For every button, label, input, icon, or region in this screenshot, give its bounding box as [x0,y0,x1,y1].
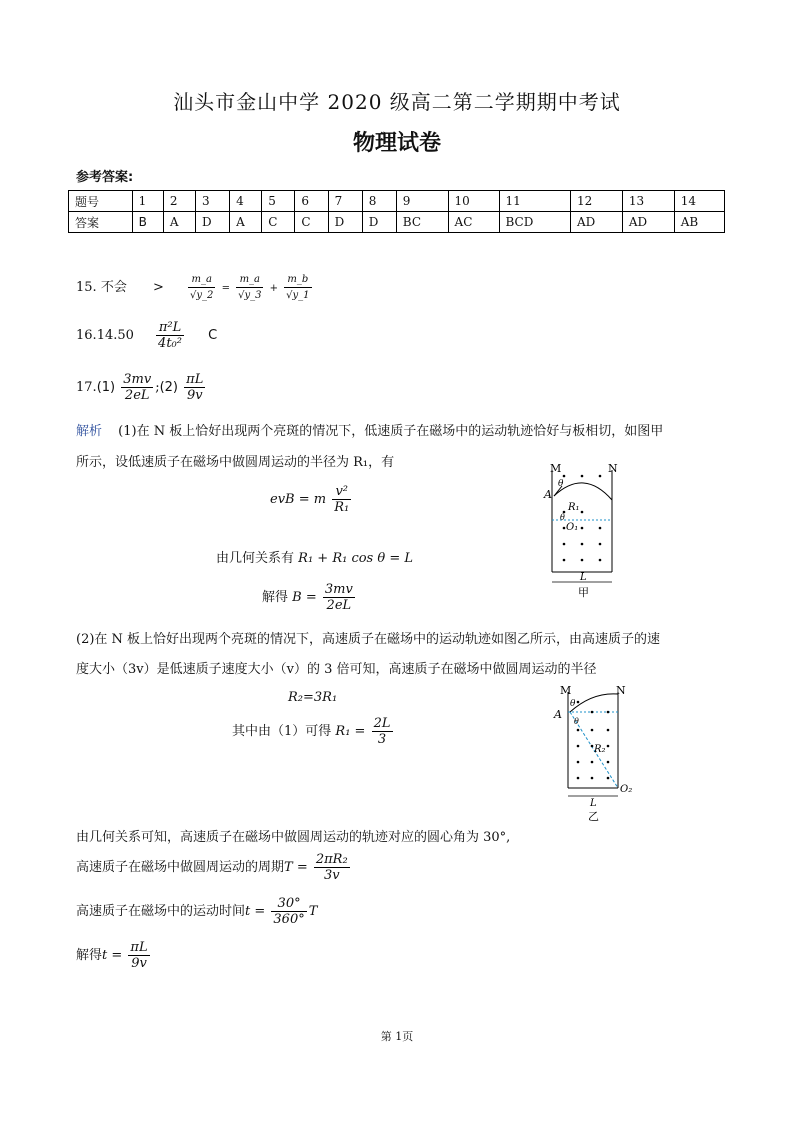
answer-value: 14.50 [96,328,134,343]
fraction-mb-y1: $\frac{m\_b}{√y\_1}$ [286,274,310,301]
table-row-numbers [69,191,725,212]
solution-text: (2)在 N 板上恰好出现两个亮斑的情况下，高速质子在磁场中的运动轨迹如图乙所示，由高速质子的速 [76,632,661,647]
equation-lorentz [270,484,353,515]
table-cell: D [195,212,229,233]
table-cell: AD [570,212,622,233]
table-cell: 10 [448,191,499,212]
table-cell: D [362,212,396,233]
table-cell: 9 [396,191,448,212]
fraction-period: $\frac{\text{2πR₂}}{3v}$ [315,852,348,883]
answer-key-table [68,190,725,233]
equation-time [76,896,317,927]
fraction-r1: $\frac{2L}{3}$ [373,716,391,747]
figure-caption: 甲 [578,586,589,599]
label-center: O₂ [620,784,633,795]
subject-title: 物理试卷 [352,131,441,156]
table-cell: 2 [163,191,195,212]
table-cell: 12 [570,191,622,212]
equation-left: t = [102,948,123,963]
table-cell: D [328,212,362,233]
equation-prefix: 高速质子在磁场中做圆周运动的周期 [76,860,285,875]
fraction-final: $\frac{\pi L}{9v}$ [130,940,148,971]
table-cell: B [132,212,163,233]
fraction-answer-2: $\frac{\pi L}{9v}$ [186,372,204,403]
table-cell: 5 [262,191,295,212]
table-row-answers [69,212,725,233]
figure-yi [552,682,642,822]
field-dots [563,475,602,562]
fraction-period: $\frac{\text{π²L}}{\text{4t₀²}}$ [158,320,182,351]
fraction-b: $\frac{3mv}{2eL}$ [324,582,353,613]
equation-r2 [288,690,337,705]
equation-prefix: 由几何关系有 [216,551,295,566]
table-cell: 6 [295,191,328,212]
label-a: A [554,708,562,721]
table-cell: 8 [362,191,396,212]
table-cell: BC [396,212,448,233]
solution-text: (1)在 N 板上恰好出现两个亮斑的情况下，低速质子在磁场中的运动轨迹恰好与板相切，如图甲 [118,424,664,439]
label-theta: θ [570,699,576,709]
solution-text: 度大小（3v）是低速质子速度大小（v）的 3 倍可知，高速质子在磁场中做圆周运动的半径 [76,662,597,677]
solution-text: 由几何关系可知，高速质子在磁场中做圆周运动的轨迹对应的圆心角为 30°, [76,830,511,845]
school-title: 汕头市金山中学 2020 级高二第二学期期中考试 [173,90,621,114]
equation-geometry [216,547,413,566]
comparison-sign: > [152,280,164,295]
fraction-ma-y3: $\frac{m\_a}{√y\_3}$ [238,274,262,301]
fraction-angle: $\frac{30^\circ}{360^\circ}$ [273,896,305,927]
row-label: 题号 [69,191,133,212]
equation-left: B = [292,590,317,605]
solution-label: 解析 [76,424,103,439]
table-cell: 3 [195,191,229,212]
row-label: 答案 [69,212,133,233]
label-theta-2: θ [574,717,579,726]
table-cell: AC [448,212,499,233]
table-cell: C [262,212,295,233]
label-n: N [616,684,626,697]
figure-caption: 乙 [588,810,599,822]
plus-sign: + [269,283,279,294]
table-cell: BCD [499,212,570,233]
equation-prefix: 解得 [76,948,103,963]
part-label: (1) [96,380,116,395]
question-number: 16. [76,328,97,343]
table-cell: AD [622,212,674,233]
table-cell: 1 [132,191,163,212]
q15-answer [76,272,314,303]
table-cell: 11 [499,191,570,212]
figure-jia [536,460,626,600]
equation-body: R₂=3R₁ [288,690,338,705]
equation-final [76,940,152,971]
equation-solve-b [262,582,357,613]
fraction-v2-r1: $\frac{\text{v²}}{\text{R₁}}$ [334,484,350,515]
equation-prefix: 解得 [262,590,289,605]
equals-sign: = [221,283,230,294]
table-cell: 4 [230,191,262,212]
equation-body: R₁ + R₁ cos θ = L [298,551,413,566]
equation-right: T [308,904,318,919]
question-number: 15. [76,280,97,295]
label-center: O₁ [566,522,579,533]
table-cell: 14 [674,191,724,212]
label-radius: R₁ [568,502,580,513]
answer-choice: C [208,328,218,343]
table-cell: C [295,212,328,233]
q16-answer [76,320,217,351]
label-l: L [590,798,597,809]
equation-r1 [232,716,395,747]
fraction-answer-1: $\frac{3mv}{2eL}$ [123,372,152,403]
fraction-ma-y2: $\frac{m\_a}{√y\_2}$ [190,274,214,301]
equation-prefix: 高速质子在磁场中的运动时间 [76,904,246,919]
question-number: 17. [76,380,97,395]
answer-key-label: 参考答案: [76,170,134,185]
table-cell: 7 [328,191,362,212]
label-m: M [560,684,572,697]
equation-left: evB = m [270,492,327,507]
label-theta-2: θ [560,513,565,522]
page-number: 第 1页 [380,1030,414,1043]
solution-text: 所示，设低速质子在磁场中做圆周运动的半径为 R₁，有 [76,455,395,470]
label-l: L [580,572,587,583]
equation-left: T = [284,860,308,875]
answer-text: 不会 [100,280,127,295]
equation-period [76,852,352,883]
label-a: A [544,488,552,501]
solution-paragraph-1 [76,420,663,439]
table-cell: A [230,212,262,233]
equation-prefix: 其中由（1）可得 [232,724,332,739]
label-n: N [608,462,618,475]
table-cell: A [163,212,195,233]
equation-left: R₁ = [335,724,366,739]
q17-answer [76,372,207,403]
label-m: M [550,462,562,475]
label-theta: θ [558,479,564,489]
equation-left: t = [245,904,266,919]
table-cell: AB [674,212,724,233]
separator: ; [155,380,160,395]
part-label: (2) [159,380,179,395]
table-cell: 13 [622,191,674,212]
label-radius: R₂ [594,744,606,755]
